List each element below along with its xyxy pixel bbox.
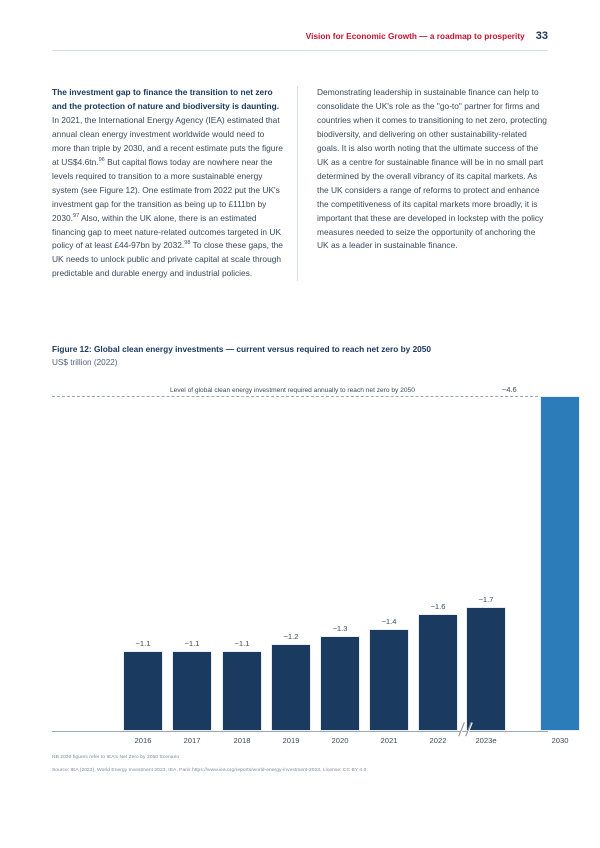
bar-rect-2021 <box>369 629 409 731</box>
figure-12 <box>52 344 569 781</box>
left-column <box>52 86 297 281</box>
bar-value-label-2018: ~1.1 <box>234 638 250 648</box>
bar-2023e <box>466 396 506 731</box>
bar-rect-2030 <box>540 396 580 731</box>
bar-2018 <box>222 396 262 731</box>
bar-2017 <box>172 396 212 731</box>
footnote-ref-96: 96 <box>98 156 105 163</box>
bar-2030 <box>540 396 580 731</box>
bar-rect-2017 <box>172 651 212 731</box>
bar-value-label-2017: ~1.1 <box>184 638 200 648</box>
x-tick-2016: 2016 <box>134 735 152 745</box>
bar-rect-2016 <box>123 651 163 731</box>
bar-2022 <box>418 396 458 731</box>
x-tick-2020: 2020 <box>331 735 349 745</box>
x-tick-2017: 2017 <box>183 735 201 745</box>
header-title: Vision for Economic Growth — a roadmap to prosperity <box>305 32 525 41</box>
left-column-lead: The investment gap to finance the transition to net zero and the protection of nature and biodiversity is daunting. <box>52 87 280 111</box>
x-tick-2018: 2018 <box>233 735 251 745</box>
bar-value-label-2020: ~1.3 <box>332 624 348 634</box>
bar-value-label-2016: ~1.1 <box>135 638 151 648</box>
figure-notes <box>52 755 552 775</box>
x-axis-tick-labels <box>52 735 569 752</box>
figure-note: NB 2030 figures refer to IEA's Net Zero by 2050 Scenario <box>52 755 180 760</box>
bar-chart <box>52 381 569 781</box>
x-tick-2022: 2022 <box>429 735 447 745</box>
left-column-text-4: To close these gaps, the UK needs to unlock public and private capital at scale through predictable and durable energy and industrial policies. <box>52 240 283 279</box>
bar-2016 <box>123 396 163 731</box>
bar-rect-2020 <box>320 636 360 731</box>
bar-rect-2023e <box>466 607 506 731</box>
bar-value-label-2022: ~1.6 <box>430 602 446 612</box>
x-tick-2019: 2019 <box>282 735 300 745</box>
bar-2020 <box>320 396 360 731</box>
left-column-text-3: Also, within the UK alone, there is an estimated financing gap to meet nature-related outcomes targeted in UK policy of at least £44-97bn by 2032. <box>52 212 282 251</box>
right-column <box>297 86 548 281</box>
footnote-ref-98: 98 <box>184 240 191 247</box>
right-column-text: Demonstrating leadership in sustainable finance can help to consolidate the UK's role as the "go-to" partner for firms and countries when it comes to transitioning to net zero, protecting biodiversity, and delivering on other sustainability-related goals. It is also worth noting that the ultimate success of the UK as a centre for sustainable finance will be in no small part determined by the overall vibrancy of its capital markets. As the UK considers a range of reforms to protect and enhance the competitiveness of its capital markets more broadly, it is important that these are developed in lockstep with the policy measures needed to seize the opportunity of anchoring the UK as a leader in sustainable finance. <box>317 87 547 251</box>
footnote-ref-97: 97 <box>72 212 80 219</box>
page-header <box>52 30 548 42</box>
bar-value-label-2023e: ~1.7 <box>478 595 494 605</box>
reference-line-label: Level of global clean energy investment required annually to reach net zero by 2050 <box>170 386 415 394</box>
figure-source: Source: IEA (2023), World Energy Investment 2023, IEA, Paris https://www.iea.org/reports/world-energy-investment-2023, License: CC BY 4.0 <box>52 768 367 774</box>
bar-rect-2018 <box>222 651 262 731</box>
bar-value-label-2019: ~1.2 <box>283 631 299 641</box>
figure-subtitle: US$ trillion (2022) <box>52 357 118 367</box>
bar-value-label-2021: ~1.4 <box>381 616 397 626</box>
bar-rect-2022 <box>418 614 458 731</box>
header-divider <box>52 50 548 51</box>
chart-annotation-row <box>52 381 548 395</box>
bar-2021 <box>369 396 409 731</box>
left-column-text-2: But capital flows today are nowhere near the levels required to transition to a more sustainable energy system (see Figure 12). One estimate from 2022 put the UK's investment gap for the transition as being up to £111bn by 2030. <box>52 156 280 223</box>
bar-rect-2019 <box>271 644 311 731</box>
page-number: 33 <box>535 30 548 42</box>
x-tick-2030: 2030 <box>551 735 569 745</box>
x-tick-2023e: 2023e <box>475 735 497 745</box>
figure-title: Figure 12: Global clean energy investments — current versus required to reach net zero by 2050 <box>52 344 432 354</box>
left-column-text-1: In 2021, the International Energy Agency (IEA) estimated that annual clean energy investment worldwide would need to more than triple by 2030, and a recent estimate puts the figure at US$4.6tn. <box>52 114 283 167</box>
reference-line-value: ~4.6 <box>502 384 517 394</box>
body-columns <box>52 86 548 281</box>
chart-plot-area <box>52 396 548 731</box>
bar-2019 <box>271 396 311 731</box>
x-tick-2021: 2021 <box>380 735 398 745</box>
